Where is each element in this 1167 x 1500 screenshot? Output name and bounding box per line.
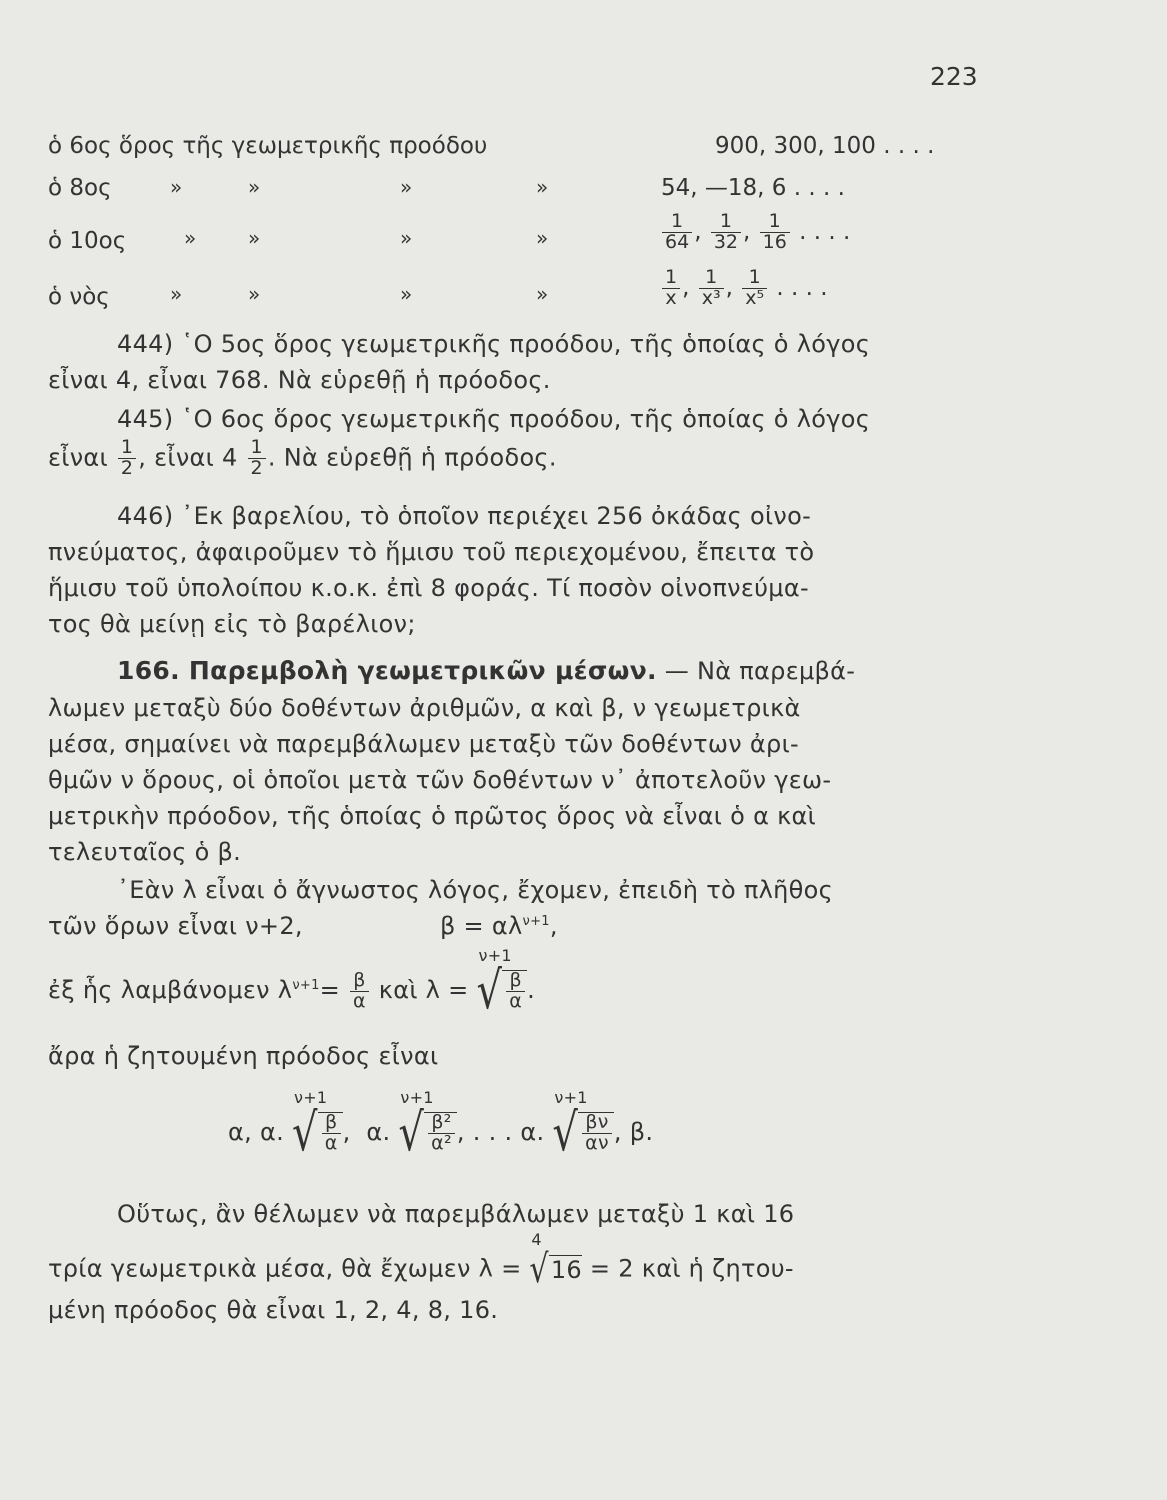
fraction: $\frac{1}{x}$ bbox=[662, 268, 680, 309]
ditto-mark: » bbox=[170, 175, 183, 199]
derivation-line-3: ἐξ ἧς λαμβάνομεν $\lambda^{\nu+1}=$ $\frac{\beta}{\alpha}$ καὶ λ = ν+1 √ $\frac{\beta}{\alpha}$ . bbox=[48, 946, 536, 1021]
row-fractions: $\frac{1}{x}$ , $\frac{1}{\text{x³}}$ , $\frac{1}{\text{x⁵}}$ . . . . bbox=[660, 268, 828, 309]
ditto-mark: » bbox=[400, 175, 413, 199]
fraction: $\frac{1}{32}$ bbox=[711, 212, 741, 253]
section-heading: 166. Παρεμβολὴ γεωμετρικῶν μέσων. bbox=[117, 656, 657, 685]
exercise-446-line-4: τος θὰ μείνῃ εἰς τὸ βαρέλιον; bbox=[48, 610, 416, 638]
fraction: $\frac{1}{16}$ bbox=[760, 212, 790, 253]
radical: ν+1 √ $\frac{\text{β²}}{\text{α²}}$ bbox=[398, 1110, 457, 1156]
table-row-n bbox=[48, 266, 828, 310]
page-number: 223 bbox=[930, 62, 978, 91]
radical: ν+1 √ $\frac{\beta}{\alpha}$ bbox=[292, 1110, 343, 1156]
table-row-6 bbox=[48, 133, 935, 159]
row-label: ὁ 8ος bbox=[48, 175, 112, 201]
final-line-3: μένη πρόοδος θὰ εἶναι 1, 2, 4, 8, 16. bbox=[48, 1296, 499, 1324]
radical: ν+1 √ $\frac{\beta}{\alpha}$ bbox=[476, 968, 527, 1014]
exercise-446-line-3: ἥμισυ τοῦ ὑπολοίπου κ.ο.κ. ἐπὶ 8 φοράς. Τί ποσὸν οἰνοπνεύμα- bbox=[48, 574, 809, 602]
ditto-mark: » bbox=[536, 282, 549, 306]
section-166-line-6: τελευταῖος ὁ β. bbox=[48, 838, 242, 866]
exercise-446-line-2: πνεύματος, ἀφαιροῦμεν τὸ ἥμισυ τοῦ περιεχομένου, ἔπειτα τὸ bbox=[48, 538, 815, 566]
ditto-mark: » bbox=[248, 282, 261, 306]
ditto-mark: » bbox=[170, 282, 183, 306]
final-line-1: Οὕτως, ἂν θέλωμεν νὰ παρεμβάλωμεν μεταξὺ 1 καὶ 16 bbox=[117, 1200, 795, 1228]
radical: ν+1 √ $\frac{\beta\nu}{\alpha\nu}$ bbox=[552, 1110, 614, 1156]
fraction: $\frac{1}{64}$ bbox=[662, 212, 692, 253]
ditto-mark: » bbox=[184, 226, 197, 250]
fraction: $\frac{1}{\text{x³}}$ bbox=[699, 268, 724, 309]
derivation-line-2: τῶν ὅρων εἶναι ν+2, $\beta = \alpha\lambda^{\nu+1}$, bbox=[48, 912, 558, 940]
section-166-line-3: μέσα, σημαίνει νὰ παρεμβάλωμεν μεταξὺ τῶν δοθέντων ἀρι- bbox=[48, 730, 799, 758]
table-row-10 bbox=[48, 210, 851, 254]
derivation-line-1: ᾿Εὰν λ εἶναι ὁ ἄγνωστος λόγος, ἔχομεν, ἐπειδὴ τὸ πλῆθος bbox=[117, 876, 833, 904]
section-166-line-4: θμῶν ν ὅρους, οἱ ὁποῖοι μετὰ τῶν δοθέντων ν᾿ ἀποτελοῦν γεω- bbox=[48, 766, 832, 794]
table-row-8 bbox=[48, 175, 845, 201]
ditto-mark: » bbox=[248, 226, 261, 250]
ditto-mark: » bbox=[400, 282, 413, 306]
row-label: ὁ 10ος bbox=[48, 228, 127, 254]
fraction: $\frac{1}{\text{x⁵}}$ bbox=[742, 268, 767, 309]
exercise-444-line-1: 444) ῾Ο 5ος ὅρος γεωμετρικῆς προόδου, τῆς ὁποίας ὁ λόγος bbox=[117, 330, 871, 358]
exercise-445-line-1: 445) ῾Ο 6ος ὅρος γεωμετρικῆς προόδου, τῆς ὁποίας ὁ λόγος bbox=[117, 405, 871, 433]
row-fractions: $\frac{1}{64}$ , $\frac{1}{32}$ , $\frac{1}{16}$ . . . . bbox=[660, 212, 850, 253]
radical: 4 √16 bbox=[529, 1230, 582, 1293]
exercise-445-line-2: εἶναι $\frac{1}{2}$ , εἶναι 4 $\frac{1}{2}$ . Νὰ εὑρεθῇ ἡ πρόοδος. bbox=[48, 436, 557, 479]
fraction: $\frac{1}{2}$ bbox=[118, 438, 136, 479]
section-166-line-2: λωμεν μεταξὺ δύο δοθέντων ἀριθμῶν, α καὶ β, ν γεωμετρικὰ bbox=[48, 694, 801, 722]
fraction: $\frac{\beta}{\alpha}$ bbox=[350, 971, 369, 1012]
ditto-mark: » bbox=[536, 226, 549, 250]
ditto-mark: » bbox=[248, 175, 261, 199]
row-label: ὁ 6ος ὅρος τῆς γεωμετρικῆς προόδου bbox=[48, 133, 488, 159]
progression-formula: α, α. ν+1 √ $\frac{\beta}{\alpha}$ , α. ν+1 √ $\frac{\text{β²}}{\text{α²}}$ , . . . α. ν+1 √ $\frac{\beta\nu}{\alpha\nu}$ , β. bbox=[228, 1088, 654, 1163]
section-166-line-5: μετρικὴν πρόοδον, τῆς ὁποίας ὁ πρῶτος ὅρος νὰ εἶναι ὁ α καὶ bbox=[48, 802, 817, 830]
exercise-446-line-1: 446) ᾿Εκ βαρελίου, τὸ ὁποῖον περιέχει 256 ὀκάδας οἰνο- bbox=[117, 502, 812, 530]
derivation-line-4: ἄρα ἡ ζητουμένη πρόοδος εἶναι bbox=[48, 1042, 439, 1070]
section-166-heading-line: 166. Παρεμβολὴ γεωμετρικῶν μέσων. — Νὰ παρεμβά- bbox=[117, 656, 856, 685]
row-values: 54, —18, 6 . . . . bbox=[661, 175, 845, 201]
row-label: ὁ νὸς bbox=[48, 284, 110, 310]
ditto-mark: » bbox=[536, 175, 549, 199]
fraction: $\frac{1}{2}$ bbox=[248, 438, 266, 479]
row-values: 900, 300, 100 . . . . bbox=[715, 133, 935, 159]
final-line-2: τρία γεωμετρικὰ μέσα, θὰ ἔχωμεν λ = 4 √16 = 2 καὶ ἡ ζητου- bbox=[48, 1230, 794, 1293]
ditto-mark: » bbox=[400, 226, 413, 250]
exercise-444-line-2: εἶναι 4, εἶναι 768. Νὰ εὑρεθῇ ἡ πρόοδος. bbox=[48, 366, 551, 394]
